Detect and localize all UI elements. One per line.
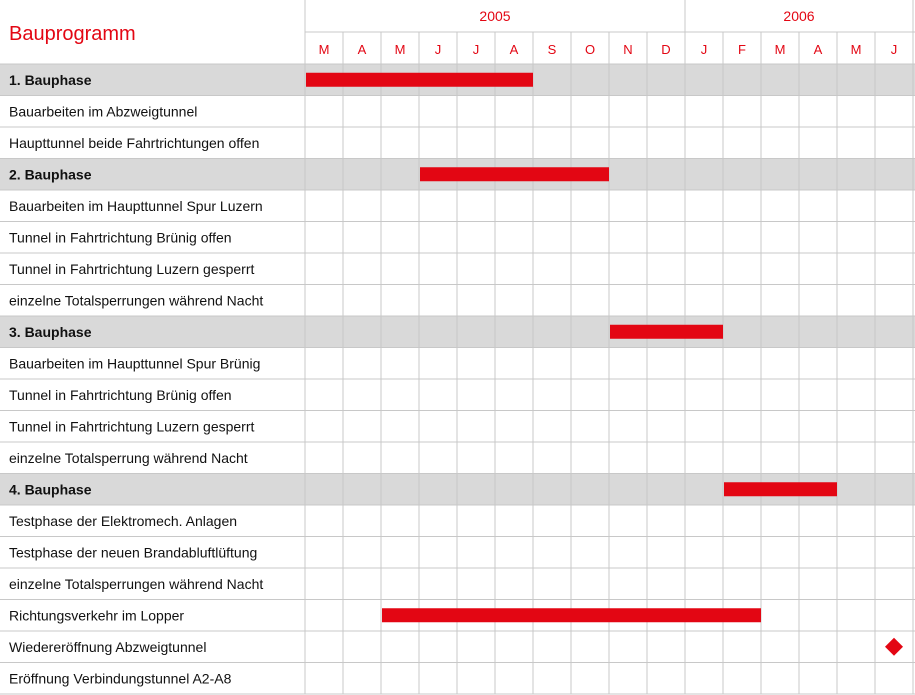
- month-label: S: [547, 42, 557, 57]
- task-label: Tunnel in Fahrtrichtung Luzern gesperrt: [9, 418, 255, 435]
- chart-title: Bauprogramm: [9, 23, 136, 45]
- month-label: O: [584, 42, 596, 57]
- task-label: Eröffnung Verbindungstunnel A2-A8: [9, 670, 232, 687]
- task-label: einzelne Totalsperrungen während Nacht: [9, 292, 264, 309]
- year-label: 2006: [783, 8, 815, 24]
- task-label: Tunnel in Fahrtrichtung Luzern gesperrt: [9, 260, 255, 277]
- month-label: D: [661, 42, 671, 57]
- year-label: 2005: [479, 8, 511, 24]
- task-label: Bauarbeiten im Abzweigtunnel: [9, 103, 198, 120]
- gantt-bar: [306, 73, 533, 87]
- gantt-bar: [382, 608, 761, 622]
- month-label: J: [890, 42, 898, 57]
- phase-label: 2. Bauphase: [9, 166, 92, 183]
- task-label: einzelne Totalsperrungen während Nacht: [9, 575, 264, 592]
- month-label: A: [509, 42, 519, 57]
- task-label: Tunnel in Fahrtrichtung Brünig offen: [9, 229, 232, 246]
- task-label: Tunnel in Fahrtrichtung Brünig offen: [9, 386, 232, 403]
- task-label: Bauarbeiten im Haupttunnel Spur Luzern: [9, 197, 263, 214]
- month-headers: [319, 42, 898, 57]
- task-label: Testphase der Elektromech. Anlagen: [9, 512, 238, 529]
- month-label: M: [394, 42, 406, 57]
- task-label: Bauarbeiten im Haupttunnel Spur Brünig: [9, 355, 261, 372]
- gantt-bar: [724, 482, 837, 496]
- month-label: F: [738, 42, 746, 57]
- milestone-diamond: [885, 638, 903, 656]
- month-label: M: [850, 42, 862, 57]
- phase-label: 1. Bauphase: [9, 71, 92, 88]
- month-label: J: [472, 42, 480, 57]
- month-label: A: [813, 42, 823, 57]
- year-headers: [479, 8, 814, 24]
- month-label: M: [774, 42, 786, 57]
- gantt-bar: [420, 167, 609, 181]
- month-label: M: [318, 42, 330, 57]
- task-label: Testphase der neuen Brandabluftlüftung: [9, 544, 258, 561]
- phase-label: 4. Bauphase: [9, 481, 92, 498]
- task-label: Wiedereröffnung Abzweigtunnel: [9, 638, 207, 655]
- month-label: A: [357, 42, 367, 57]
- gantt-bar: [610, 325, 723, 339]
- phase-label: 3. Bauphase: [9, 323, 92, 340]
- task-label: einzelne Totalsperrung während Nacht: [9, 449, 248, 466]
- month-label: N: [623, 42, 633, 57]
- month-label: J: [700, 42, 708, 57]
- task-label: Richtungsverkehr im Lopper: [9, 607, 185, 624]
- task-label: Haupttunnel beide Fahrtrichtungen offen: [9, 134, 260, 151]
- month-label: J: [434, 42, 442, 57]
